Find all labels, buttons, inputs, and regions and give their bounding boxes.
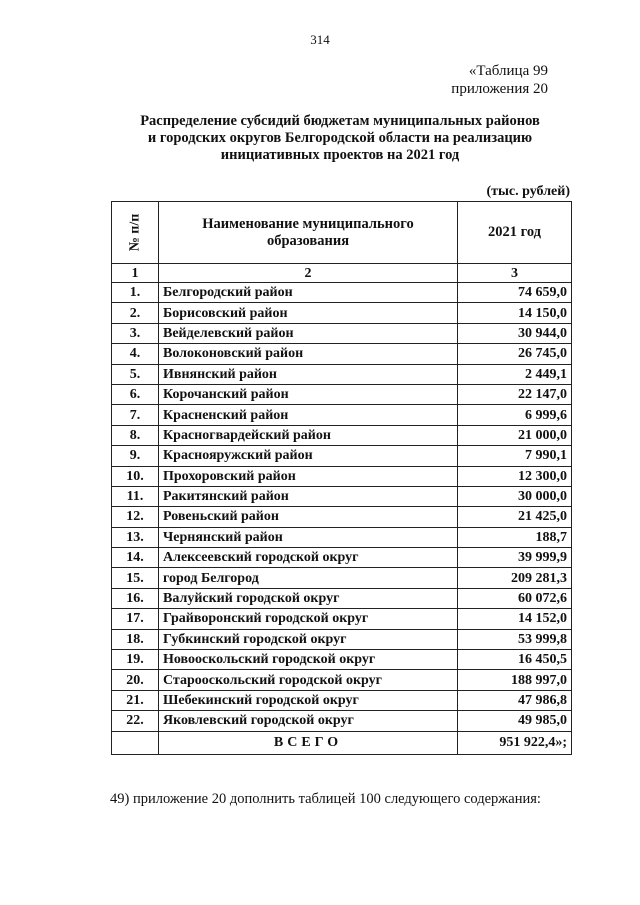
- municipality-name: Вейделевский район: [159, 323, 458, 343]
- header-name-line1: Наименование муниципального: [202, 215, 414, 232]
- table-header-row: [112, 202, 572, 264]
- table-row: [112, 344, 572, 364]
- subsidy-amount: 2 449,1: [458, 364, 572, 384]
- subsidy-amount: 16 450,5: [458, 650, 572, 670]
- subsidy-amount: 188,7: [458, 527, 572, 547]
- subsidy-amount: 188 997,0: [458, 670, 572, 690]
- row-number: 20.: [112, 670, 159, 690]
- row-number: 11.: [112, 486, 159, 506]
- municipality-name: Губкинский городской округ: [159, 629, 458, 649]
- subsidy-amount: 26 745,0: [458, 344, 572, 364]
- municipality-name: Корочанский район: [159, 384, 458, 404]
- row-number: 12.: [112, 507, 159, 527]
- municipality-name: Новооскольский городской округ: [159, 650, 458, 670]
- title-line2: и городских округов Белгородской области на реализацию: [147, 130, 533, 146]
- row-number: 9.: [112, 446, 159, 466]
- table-row: [112, 507, 572, 527]
- subsidy-amount: 30 000,0: [458, 486, 572, 506]
- municipality-name: Яковлевский городской округ: [159, 711, 458, 731]
- subsidy-amount: 7 990,1: [458, 446, 572, 466]
- municipality-name: Красненский район: [159, 405, 458, 425]
- table-row: [112, 405, 572, 425]
- row-number: 18.: [112, 629, 159, 649]
- subsidy-amount: 74 659,0: [458, 283, 572, 303]
- total-value: 951 922,4»;: [458, 731, 572, 754]
- column-index: 3: [458, 264, 572, 283]
- subsidy-amount: 49 985,0: [458, 711, 572, 731]
- subsidy-amount: 6 999,6: [458, 405, 572, 425]
- total-row: [112, 731, 572, 754]
- table-row: [112, 690, 572, 710]
- table-row: [112, 323, 572, 343]
- subsidy-amount: 22 147,0: [458, 384, 572, 404]
- table-row: [112, 650, 572, 670]
- row-number: 19.: [112, 650, 159, 670]
- row-number: 15.: [112, 568, 159, 588]
- municipality-name: Ракитянский район: [159, 486, 458, 506]
- row-number: 4.: [112, 344, 159, 364]
- municipality-name: Старооскольский городской округ: [159, 670, 458, 690]
- subsidy-amount: 30 944,0: [458, 323, 572, 343]
- header-name-line2: образования: [266, 232, 350, 249]
- table-row: [112, 588, 572, 608]
- municipality-name: Красногвардейский район: [159, 425, 458, 445]
- header-number-text: № п/п: [127, 213, 143, 252]
- units-label: (тыс. рублей): [486, 184, 570, 199]
- total-label: ВСЕГО: [159, 731, 458, 754]
- table-row: [112, 283, 572, 303]
- table-reference-line1: «Таблица 99: [468, 63, 548, 79]
- document-title: [110, 113, 570, 164]
- subsidy-amount: 14 150,0: [458, 303, 572, 323]
- row-number: 14.: [112, 548, 159, 568]
- table-row: [112, 527, 572, 547]
- title-line1: Распределение субсидий бюджетам муниципальных районов: [140, 113, 540, 129]
- municipality-name: Грайворонский городской округ: [159, 609, 458, 629]
- row-number: 1.: [112, 283, 159, 303]
- page-number: 314: [310, 32, 330, 47]
- table-row: [112, 303, 572, 323]
- table-row: [112, 548, 572, 568]
- subsidy-amount: 209 281,3: [458, 568, 572, 588]
- table-row: [112, 711, 572, 731]
- table-row: [112, 629, 572, 649]
- table-row: [112, 670, 572, 690]
- column-index-row: [112, 264, 572, 283]
- subsidy-amount: 21 425,0: [458, 507, 572, 527]
- column-index: 2: [159, 264, 458, 283]
- title-line3: инициативных проектов на 2021 год: [220, 147, 460, 163]
- row-number: 13.: [112, 527, 159, 547]
- row-number: 16.: [112, 588, 159, 608]
- municipality-name: Прохоровский район: [159, 466, 458, 486]
- table-reference: [451, 62, 548, 98]
- subsidy-amount: 21 000,0: [458, 425, 572, 445]
- subsidy-amount: 60 072,6: [458, 588, 572, 608]
- municipality-name: Алексеевский городской округ: [159, 548, 458, 568]
- municipality-name: Шебекинский городской округ: [159, 690, 458, 710]
- subsidy-amount: 47 986,8: [458, 690, 572, 710]
- table-row: [112, 446, 572, 466]
- header-year: 2021 год: [458, 202, 572, 264]
- row-number: 3.: [112, 323, 159, 343]
- table-row: [112, 568, 572, 588]
- row-number: 17.: [112, 609, 159, 629]
- subsidy-table: [111, 201, 572, 755]
- header-name: [159, 202, 458, 264]
- municipality-name: Ивнянский район: [159, 364, 458, 384]
- row-number: 22.: [112, 711, 159, 731]
- total-empty-cell: [112, 731, 159, 754]
- table-row: [112, 609, 572, 629]
- subsidy-amount: 14 152,0: [458, 609, 572, 629]
- municipality-name: Чернянский район: [159, 527, 458, 547]
- row-number: 6.: [112, 384, 159, 404]
- row-number: 2.: [112, 303, 159, 323]
- header-number: [112, 202, 159, 264]
- table-reference-line2: приложения 20: [451, 81, 548, 97]
- row-number: 10.: [112, 466, 159, 486]
- municipality-name: Волоконовский район: [159, 344, 458, 364]
- column-index: 1: [112, 264, 159, 283]
- subsidy-amount: 53 999,8: [458, 629, 572, 649]
- row-number: 7.: [112, 405, 159, 425]
- municipality-name: город Белгород: [159, 568, 458, 588]
- subsidy-amount: 39 999,9: [458, 548, 572, 568]
- row-number: 21.: [112, 690, 159, 710]
- table-row: [112, 364, 572, 384]
- municipality-name: Белгородский район: [159, 283, 458, 303]
- row-number: 5.: [112, 364, 159, 384]
- municipality-name: Борисовский район: [159, 303, 458, 323]
- footer-text: 49) приложение 20 дополнить таблицей 100 следующего содержания:: [110, 791, 541, 807]
- table-row: [112, 384, 572, 404]
- table-body: [112, 283, 572, 732]
- municipality-name: Краснояружский район: [159, 446, 458, 466]
- row-number: 8.: [112, 425, 159, 445]
- municipality-name: Ровеньский район: [159, 507, 458, 527]
- municipality-name: Валуйский городской округ: [159, 588, 458, 608]
- table-row: [112, 486, 572, 506]
- table-row: [112, 466, 572, 486]
- subsidy-amount: 12 300,0: [458, 466, 572, 486]
- table-row: [112, 425, 572, 445]
